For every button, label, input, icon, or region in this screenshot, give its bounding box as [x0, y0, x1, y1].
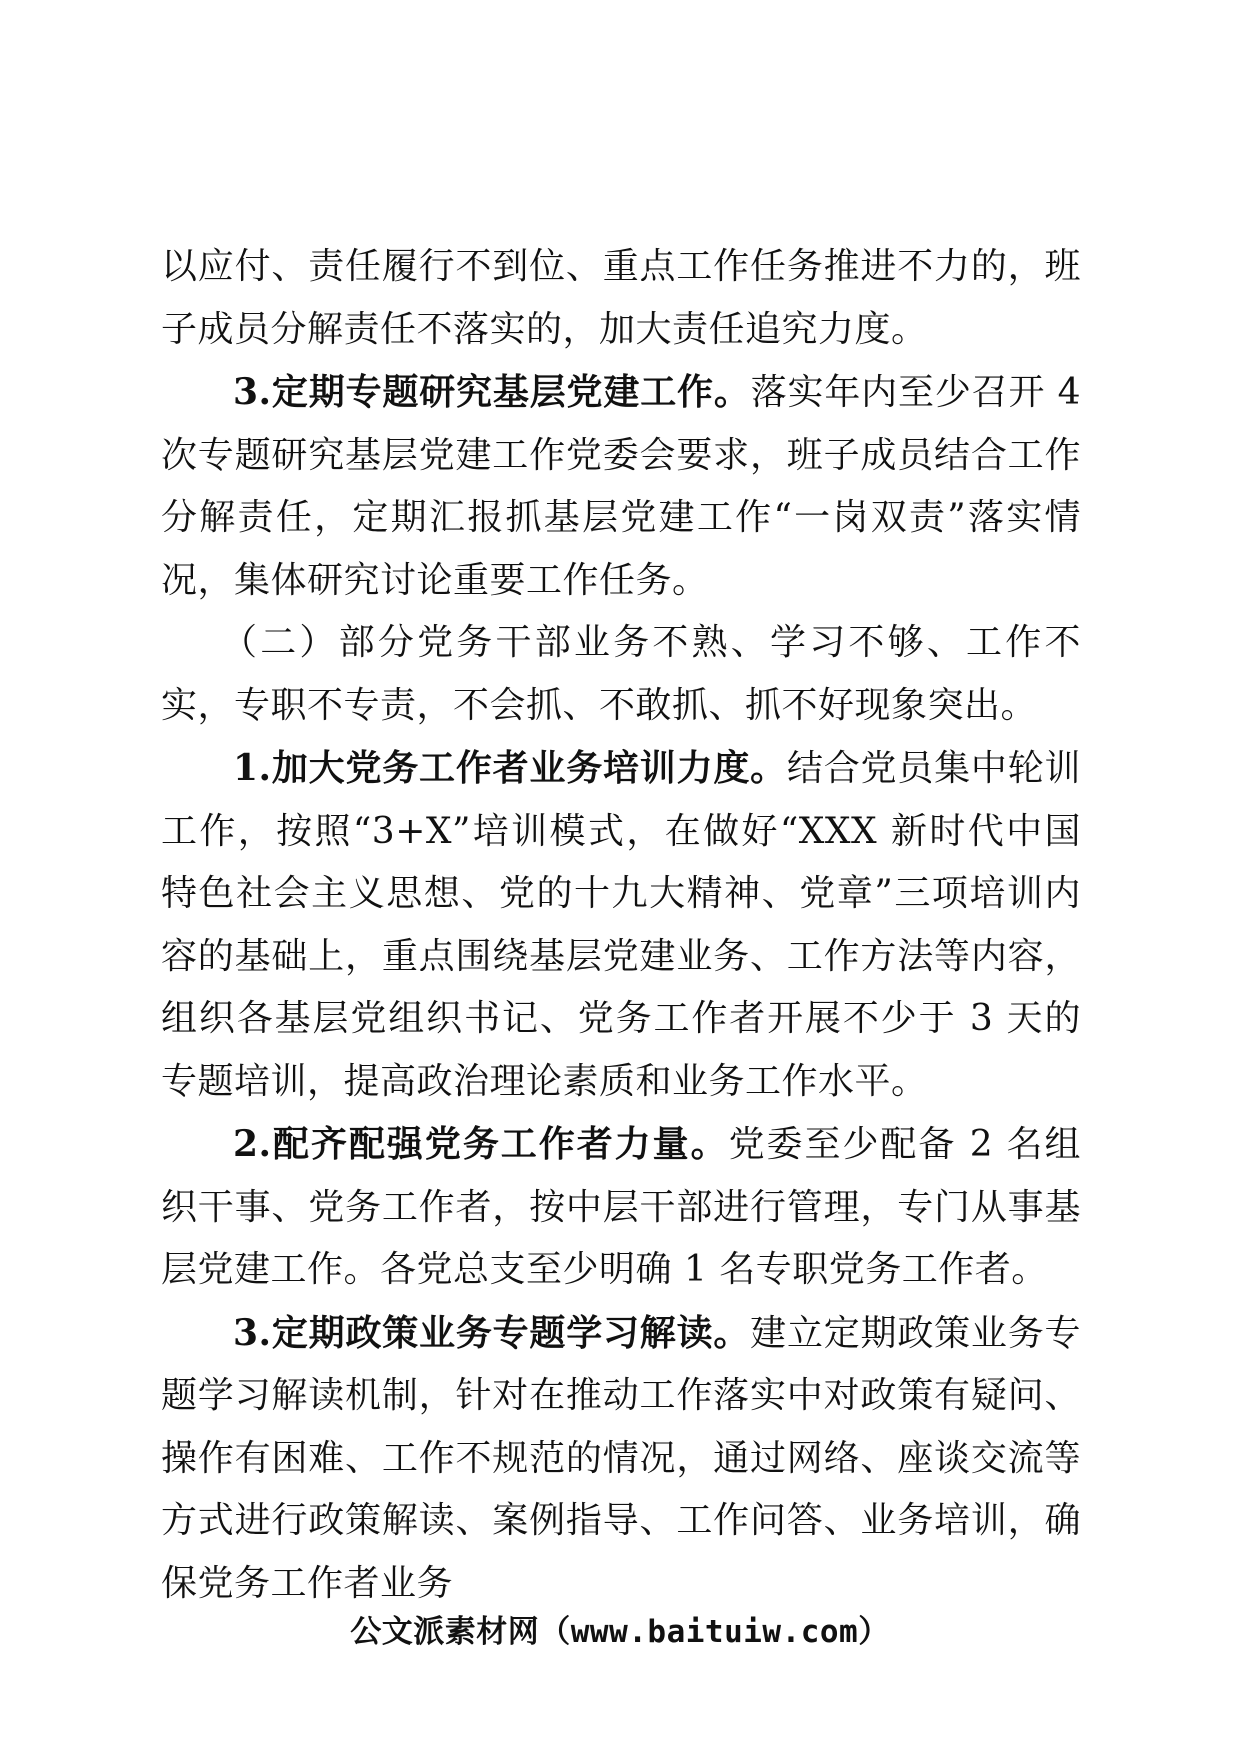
paragraph-lead: 2.配齐配强党务工作者力量。 — [233, 1123, 729, 1165]
paragraph-text: 落实年内至少召开 4 次专题研究基层党建工作党委会要求，班子成员结合工作分解责任，定期汇报抓基层党建工作“一岗双责”落实情况，集体研究讨论重要工作任务。 — [161, 372, 1081, 601]
document-body — [161, 236, 1081, 1604]
paragraph-text: 以应付、责任履行不到位、重点工作任务推进不力的，班子成员分解责任不落实的，加大责任追究力度。 — [161, 246, 1081, 350]
paragraph-item-3-policy — [161, 1302, 1081, 1616]
page-footer: 公文派素材网（www.baituiw.com） — [350, 1614, 890, 1650]
paragraph-text: 党委至少配备 2 名组织干事、党务工作者，按中层干部进行管理，专门从事基层党建工作。各党总支至少明确 1 名专职党务工作者。 — [161, 1124, 1081, 1290]
paragraph-item-3-study — [161, 361, 1081, 612]
paragraph-lead: 3.定期专题研究基层党建工作。 — [233, 371, 751, 413]
paragraph-text: 建立定期政策业务专题学习解读机制，针对在推动工作落实中对政策有疑问、操作有困难、工作不规范的情况，通过网络、座谈交流等方式进行政策解读、案例指导、工作问答、业务培训，确保党务工作者业务 — [161, 1312, 1081, 1604]
paragraph-item-2-staffing — [161, 1113, 1081, 1302]
paragraph-lead: 3.定期政策业务专题学习解读。 — [233, 1311, 751, 1354]
section-heading-2 — [161, 612, 1081, 737]
paragraph-continuation — [161, 236, 1081, 361]
paragraph-item-1-training — [161, 737, 1081, 1113]
paragraph-text: 结合党员集中轮训工作，按照“3+X”培训模式，在做好“XXX 新时代中国特色社会主义思想、党的十九大精神、党章”三项培训内容的基础上，重点围绕基层党建业务、工作方法等内容，组织各基层党组织书记、党务工作者开展不少于 3 天的专题培训，提高政治理论素质和业务工作水平。 — [161, 748, 1081, 1102]
paragraph-lead: 1.加大党务工作者业务培训力度。 — [233, 747, 787, 789]
paragraph-text: （二）部分党务干部业务不熟、学习不够、工作不实，专职不专责，不会抓、不敢抓、抓不好现象突出。 — [161, 622, 1081, 726]
